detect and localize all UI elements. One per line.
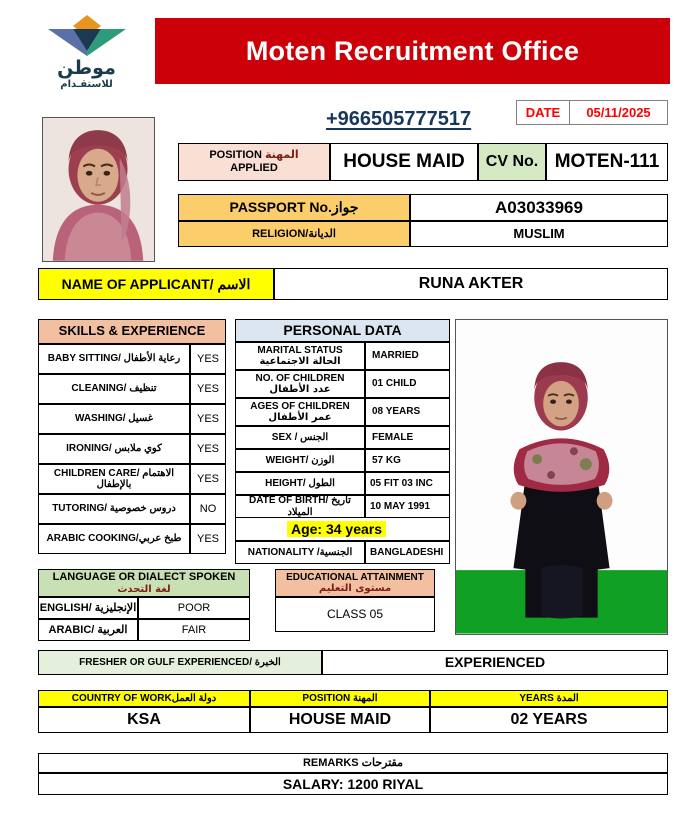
work-header-position: POSITION المهنة <box>250 690 430 707</box>
logo-arabic-sub: للاستقـدام <box>60 78 113 90</box>
personal-label-no-of-children: NO. OF CHILDREN عدد الأطفال <box>235 370 365 398</box>
cv-no-value: MOTEN-111 <box>546 143 668 181</box>
personal-label-nationality: NATIONALITY /الجنسية <box>235 541 365 564</box>
company-logo <box>0 10 155 92</box>
age-row <box>235 518 450 541</box>
personal-label-sex: SEX / الجنس <box>235 426 365 449</box>
language-value-arabic: FAIR <box>138 619 250 641</box>
date-box <box>516 100 668 125</box>
personal-value-nationality: BANGLADESHI <box>365 541 450 564</box>
age-highlight: Age: 34 years <box>287 521 386 537</box>
skill-value-arabic-cooking: YES <box>190 524 226 554</box>
skill-label-arabic-cooking: ARABIC COOKING/طبخ عربي <box>38 524 190 554</box>
language-value-english: POOR <box>138 597 250 619</box>
moten-logo-icon <box>44 13 130 57</box>
portrait-illustration <box>43 118 154 261</box>
position-label-en: POSITION <box>209 149 262 162</box>
applicant-name-value: RUNA AKTER <box>274 268 668 300</box>
work-value-years: 02 YEARS <box>430 707 668 733</box>
skill-value-children-care: YES <box>190 464 226 494</box>
personal-value-date-of-birth: 10 MAY 1991 <box>365 495 450 518</box>
passport-value: A03033969 <box>410 194 668 221</box>
fullbody-illustration <box>456 320 667 634</box>
personal-data-title: PERSONAL DATA <box>235 319 450 342</box>
personal-label-date-of-birth: DATE OF BIRTH/ تاريخ الميلاد <box>235 495 365 518</box>
position-label-en2: APPLIED <box>230 162 278 174</box>
personal-label-height: HEIGHT/ الطول <box>235 472 365 495</box>
skill-value-washing: YES <box>190 404 226 434</box>
skill-value-cleaning: YES <box>190 374 226 404</box>
personal-value-sex: FEMALE <box>365 426 450 449</box>
religion-label: RELIGION/الديانة <box>178 221 410 247</box>
personal-value-marital-status: MARRIED <box>365 342 450 370</box>
skill-value-tutoring: NO <box>190 494 226 524</box>
language-table-title: LANGUAGE OR DIALECT SPOKEN لغة التحدث <box>38 569 250 597</box>
personal-value-weight: 57 KG <box>365 449 450 472</box>
date-label: DATE <box>517 101 570 124</box>
skill-label-baby-sitting: BABY SITTING/ رعاية الأطفال <box>38 344 190 374</box>
education-value: CLASS 05 <box>275 597 435 632</box>
skill-label-cleaning: CLEANING/ تنظيف <box>38 374 190 404</box>
experience-label: FRESHER OR GULF EXPERIENCED/ الخبرة <box>38 650 322 675</box>
education-title: EDUCATIONAL ATTAINMENT مستوى التعليم <box>275 569 435 597</box>
position-applied-value: HOUSE MAID <box>330 143 478 181</box>
cv-no-label: CV No. <box>478 143 546 181</box>
passport-label: PASSPORT No.جواز <box>178 194 410 221</box>
skill-label-children-care: CHILDREN CARE/ الاهتمام بالإطفال <box>38 464 190 494</box>
skills-table-title: SKILLS & EXPERIENCE <box>38 319 226 344</box>
experience-value: EXPERIENCED <box>322 650 668 675</box>
applicant-name-label: NAME OF APPLICANT/ الاسم <box>38 268 274 300</box>
page-title: Moten Recruitment Office <box>245 35 580 66</box>
work-header-country: COUNTRY OF WORKدولة العمل <box>38 690 250 707</box>
language-label-english: ENGLISH/ الإنجليزية <box>38 597 138 619</box>
personal-value-no-of-children: 01 CHILD <box>365 370 450 398</box>
skill-label-ironing: IRONING/ كوي ملابس <box>38 434 190 464</box>
position-label-ar: المهنة <box>264 148 299 162</box>
title-banner <box>155 18 670 84</box>
position-applied-label <box>178 143 330 181</box>
personal-label-ages-of-children: AGES OF CHILDREN عمر الأطفال <box>235 398 365 426</box>
personal-value-ages-of-children: 08 YEARS <box>365 398 450 426</box>
skill-label-tutoring: TUTORING/ دروس خصوصية <box>38 494 190 524</box>
remarks-title: REMARKS مقترحات <box>38 753 668 773</box>
personal-value-height: 05 FIT 03 INC <box>365 472 450 495</box>
skill-value-baby-sitting: YES <box>190 344 226 374</box>
document-header <box>0 10 695 92</box>
skill-label-washing: WASHING/ غسيل <box>38 404 190 434</box>
logo-arabic-main: موطن <box>57 56 116 79</box>
work-value-position: HOUSE MAID <box>250 707 430 733</box>
work-value-country: KSA <box>38 707 250 733</box>
remarks-value: SALARY: 1200 RIYAL <box>38 773 668 795</box>
applicant-fullbody-photo <box>455 319 668 635</box>
work-header-years: YEARS المدة <box>430 690 668 707</box>
language-label-arabic: ARABIC/ العربية <box>38 619 138 641</box>
religion-value: MUSLIM <box>410 221 668 247</box>
date-value: 05/11/2025 <box>586 105 651 120</box>
phone-number[interactable]: +966505777517 <box>326 108 472 130</box>
personal-label-marital-status: MARITAL STATUS الحالة الاجتماعية <box>235 342 365 370</box>
skill-value-ironing: YES <box>190 434 226 464</box>
personal-label-weight: WEIGHT/ الوزن <box>235 449 365 472</box>
applicant-portrait-photo <box>42 117 155 262</box>
